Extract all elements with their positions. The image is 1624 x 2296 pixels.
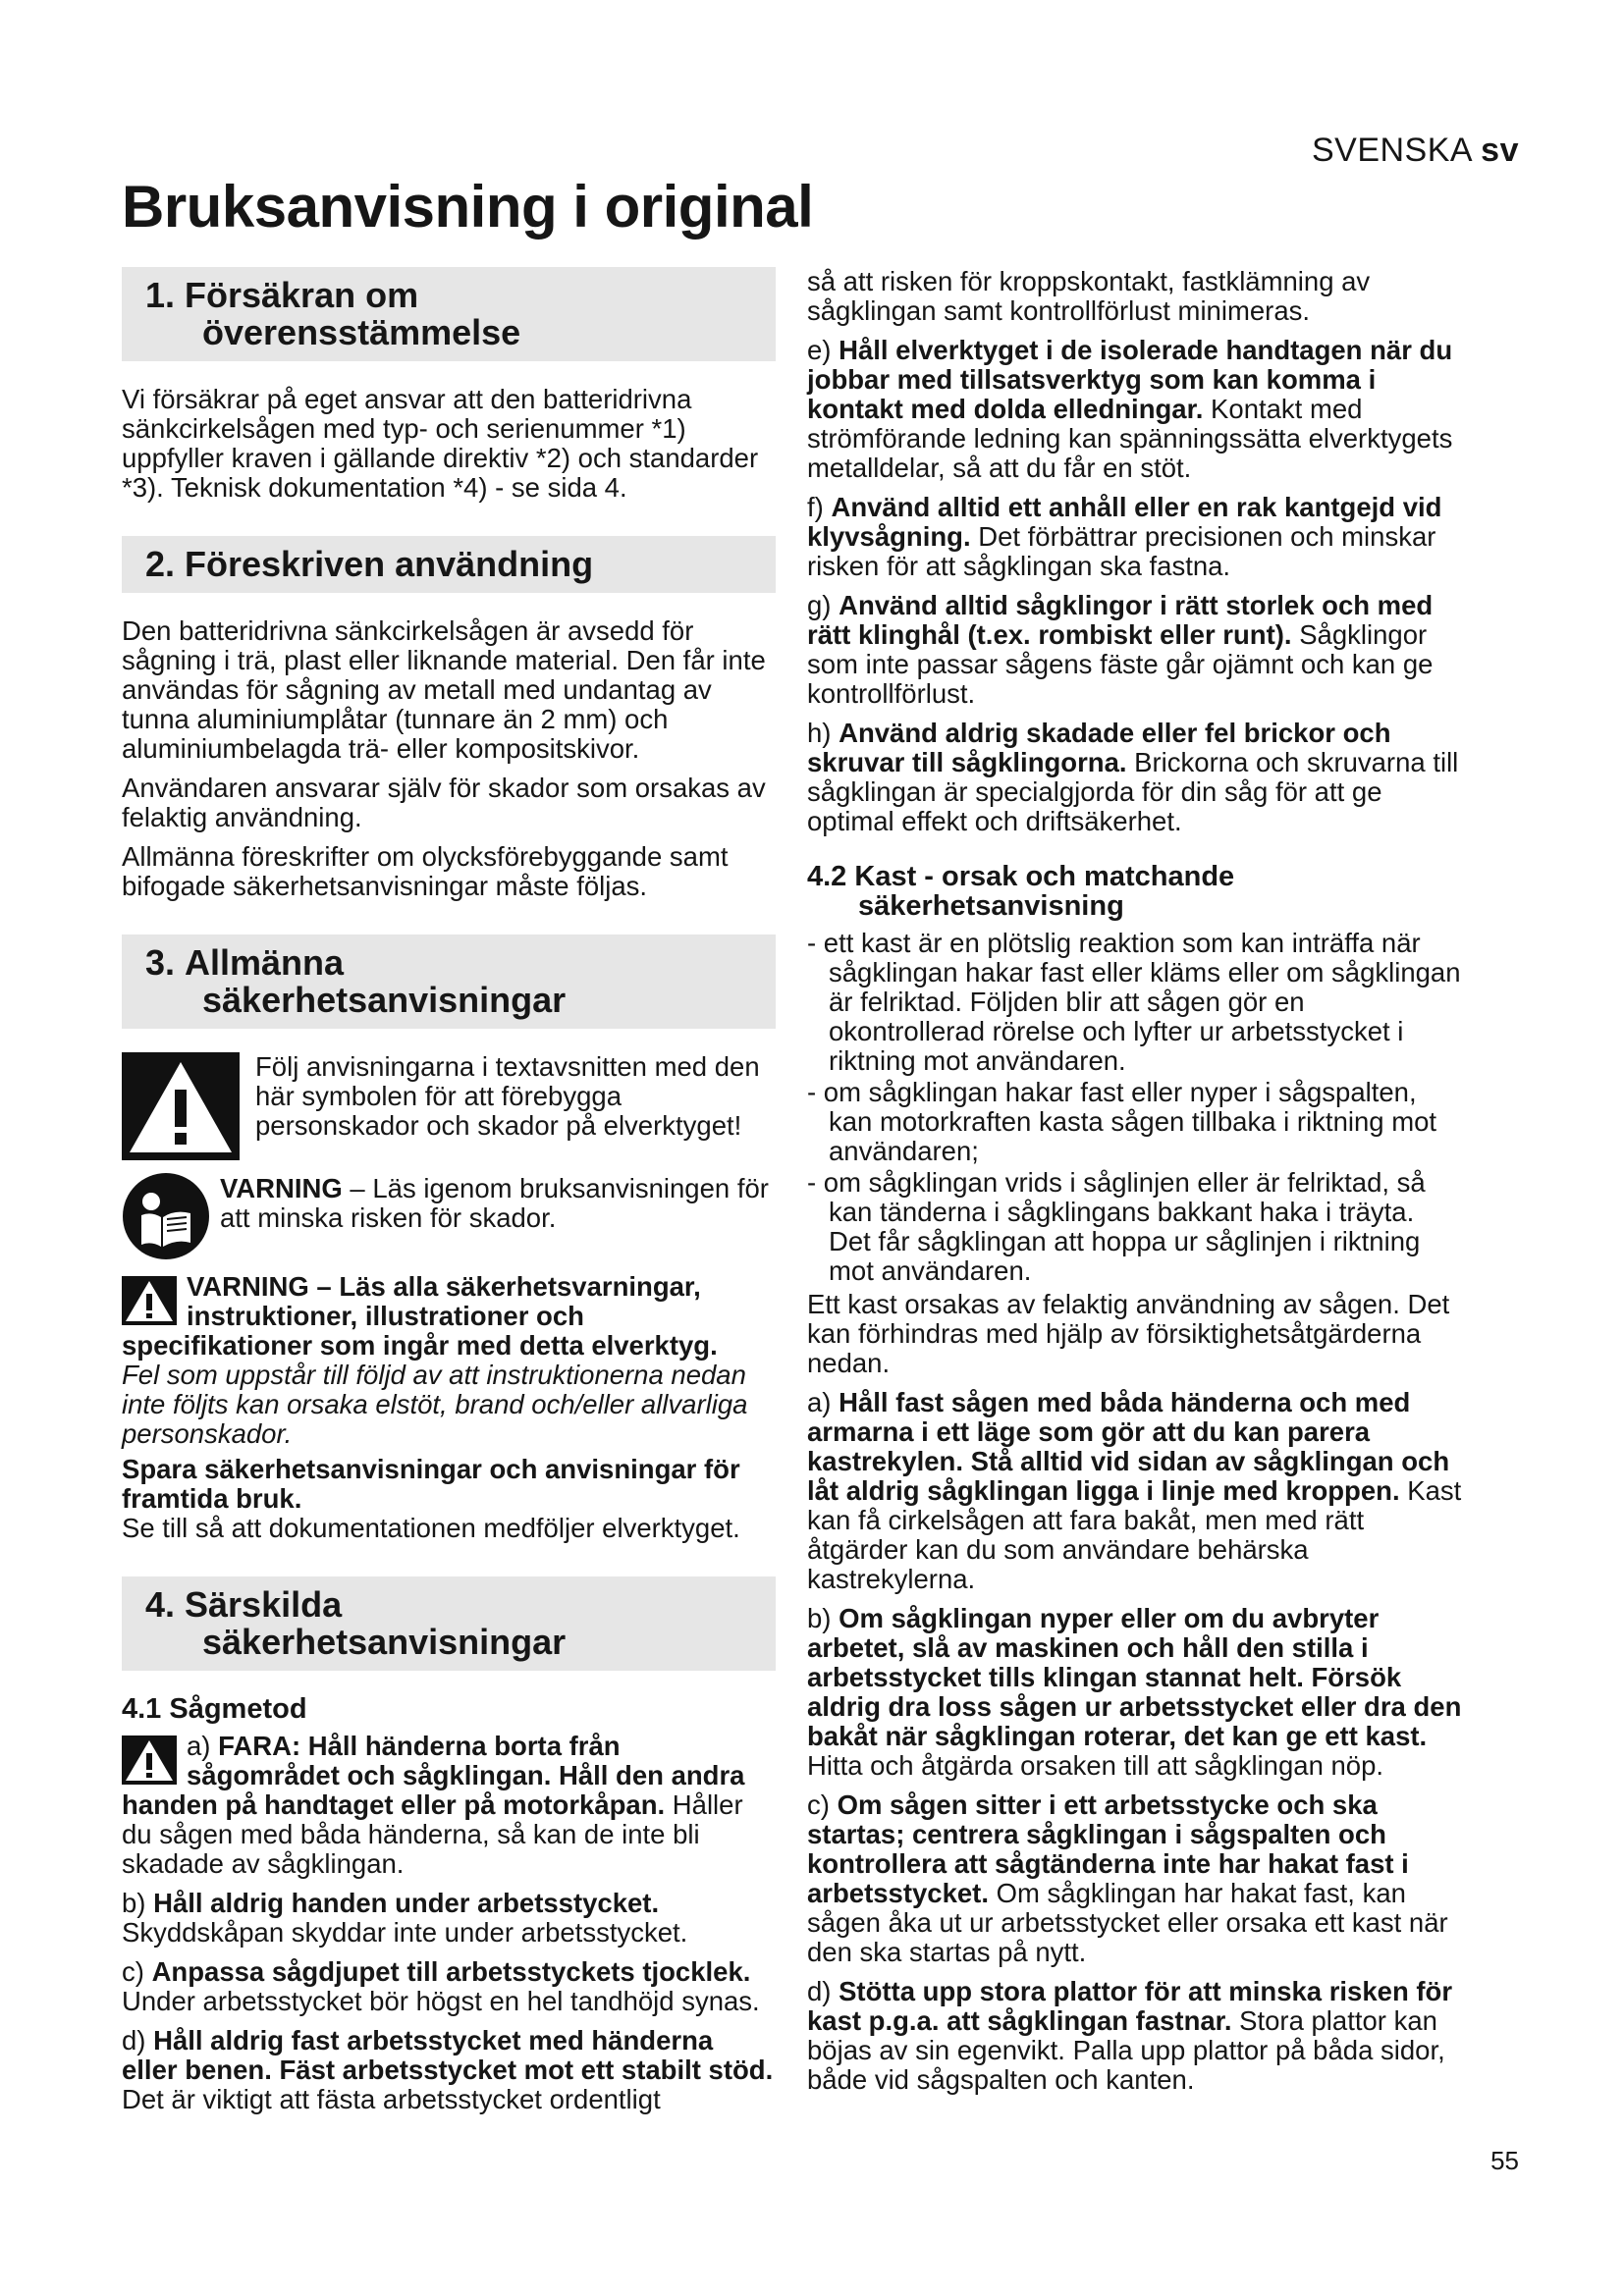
warning-triangle-icon [122,1735,177,1785]
kickback-rule-c [807,1790,1463,1967]
section-title-cont: säkerhetsanvisningar [202,980,567,1020]
kickback-rule-b [807,1604,1463,1781]
rule-bold: Om sågklingan nyper eller om du avbryter arbetet, slå av maskinen och håll den stilla i arbetsstycket tills klingan stannat helt. Försök aldrig dra loss sågen ur arbetsstycket eller dra den bakåt när sågklingan roterar, det kan ge ett kast. [807,1603,1462,1751]
rule-d-continued: så att risken för kroppskontakt, fastklämning av sågklingan samt kontrollförlust minimeras. [807,266,1371,326]
rule-text: Brickorna och skruvarna till sågklingan är specialgjorda för din såg för att ge optimal effekt och driftsäkerhet. [807,747,1459,836]
rule-bold: Håll aldrig handen under arbetsstycket. [153,1888,660,1918]
read-manual-warning [122,1172,776,1260]
rule-prefix: a) [187,1731,219,1761]
symbol-explanation [122,1052,776,1160]
rule-e [807,336,1463,483]
read-manual-text [220,1172,776,1233]
rule-text: Hitta och åtgärda orsaken till att sågklingan nöp. [807,1750,1384,1781]
kickback-intro: Ett kast orsakas av felaktig användning av sågen. Det kan förhindras med hjälp av försiktighetsåtgärderna nedan. [807,1289,1450,1378]
section-title-cont: överensstämmelse [202,312,521,352]
rule-bold: Håll fast sågen med båda händerna och med armarna i ett läge som gör att du kan parera kastrekylen. Stå alltid vid sidan av sågklingan och låt aldrig sågklingan ligga i linje med kroppen. [807,1387,1450,1506]
section-title: Föreskriven användning [185,544,594,584]
rule-prefix: e) [807,335,839,365]
rule-text: Kast kan få cirkelsågen att fara bakåt, men med rätt åtgärder kan du som användare behärska kastrekylerna. [807,1475,1462,1594]
rule-prefix: b) [122,1888,154,1918]
rule-bold: FARA: Håll händerna borta från sågområdet och sågklingan. Håll den andra handen på handtaget eller på motorkåpan. [122,1731,745,1820]
rule-d [122,2026,776,2114]
rule-prefix: h) [807,718,839,748]
rule-bold: Håll elverktyget i de isolerade handtagen när du jobbar med tillsatsverktyg som kan komma i kontakt med dolda elledningar. [807,335,1453,424]
rule-prefix: d) [122,2025,154,2056]
section-title-cont: säkerhetsanvisningar [202,1622,567,1662]
rule-prefix: c) [807,1789,838,1820]
save-instructions [122,1455,776,1543]
subsection-title: 4.2 Kast - orsak och matchande [807,861,1235,892]
subsection-4-2-heading [807,862,1463,921]
rule-text: Under arbetsstycket bör högst en hel tandhöjd synas. [122,1986,760,2016]
symbol-text: Följ anvisningarna i textavsnitten med den här symbolen för att förebygga personskador och skador på elverktyget! [255,1051,760,1141]
rule-bold: Anpassa sågdjupet till arbetsstyckets tjocklek. [151,1956,751,1987]
subsection-title-cont: säkerhetsanvisning [858,890,1124,922]
warning-triangle-icon [122,1276,177,1325]
section-3-heading [122,934,776,1029]
language-name: SVENSKA [1311,132,1472,169]
general-warning-italic: Fel som uppstår till följd av att instruktionerna nedan inte följts kan orsaka elstöt, brand och/eller allvarliga personskador. [122,1360,748,1449]
document-title: Bruksanvisning i original [122,174,814,240]
rule-f [807,493,1463,581]
section-number: 4. [145,1584,176,1625]
rule-c [122,1957,776,2016]
rule-prefix: g) [807,590,839,620]
list-item: - ett kast är en plötslig reaktion som kan inträffa när sågklingan hakar fast eller kläms eller om sågklingan är felriktad. Följden blir att sågen gör en okontrollerad rörelse och lyfter ur arbetsstycket i riktning mot användaren. [807,928,1461,1076]
list-item: - om sågklingan hakar fast eller nyper i sågspalten, kan motorkraften kasta sågen tillbaka i riktning mot användaren; [807,1077,1437,1166]
section-1-heading [122,267,776,361]
rule-text: Skyddskåpan skyddar inte under arbetsstycket. [122,1917,688,1948]
rule-bold: Om sågen sitter i ett arbetsstycke och ska startas; centrera sågklingan i sågspalten och kontrollera att sågtänderna inte har hakat fast i arbetsstycket. [807,1789,1409,1908]
rule-bold: Använd alltid ett anhåll eller en rak kantgejd vid klyvsågning. [807,492,1442,552]
section-2-p1: Den batteridrivna sänkcirkelsågen är avsedd för sågning i trä, plast eller liknande material. Den får inte användas för sågning av metall med undantag av tunna aluminiumplåtar (tunnare än 2 mm) och aluminiumbelagda trä- eller kompositskivor. [122,615,766,764]
rule-text: Håller du sågen med båda händerna, så kan de inte bli skadade av sågklingan. [122,1789,743,1879]
rule-text: Stora plattor kan böjas av sin egenvikt. Palla upp plattor på båda sidor, både vid sågspalten och kanten. [807,2005,1445,2095]
rule-text: Om sågklingan har hakat fast, kan sågen åka ut ur arbetsstycket eller orsaka ett kast när den ska startas på nytt. [807,1878,1448,1967]
rule-text: Det förbättrar precisionen och minskar risken för att sågklingan ska fastna. [807,521,1436,581]
read-manual-icon [122,1172,210,1260]
rule-bold: Använd aldrig skadade eller fel brickor och skruvar till sågklingorna. [807,718,1391,777]
rule-g [807,591,1463,709]
rule-prefix: f) [807,492,832,522]
kickback-causes-list [807,929,1463,1286]
section-4-heading [122,1576,776,1671]
rule-bold: Stötta upp stora plattor för att minska risken för kast p.g.a. att sågklingan fastnar. [807,1976,1453,2036]
rule-prefix: d) [807,1976,839,2006]
general-warning [122,1272,776,1449]
list-item: - om sågklingan vrids i såglinjen eller är felriktad, så kan tänderna i sågklingans bakkant haka i träyta. Det får sågklingan att hoppa ur såglinjen i riktning mot användaren. [807,1167,1426,1286]
rule-prefix: c) [122,1956,152,1987]
section-1-body: Vi försäkrar på eget ansvar att den batteridrivna sänkcirkelsågen med typ- och serienummer *1) uppfyller kraven i gällande direktiv *2) och standarder *3). Teknisk dokumentation *4) - se sida 4. [122,384,759,503]
rule-b [122,1889,776,1948]
general-warning-bold: VARNING – Läs alla säkerhetsvarningar, instruktioner, illustrationer och specifikationer som ingår med detta elverktyg. [122,1271,718,1361]
right-column [807,267,1463,2105]
language-code: sv [1481,132,1519,169]
section-title: Allmänna [185,942,345,983]
save-text: Se till så att dokumentationen medföljer elverktyget. [122,1513,740,1543]
save-bold: Spara säkerhetsanvisningar och anvisningar för framtida bruk. [122,1454,740,1514]
subsection-4-1-heading: 4.1 Sågmetod [122,1693,307,1725]
rule-a [122,1732,776,1879]
kickback-rule-d [807,1977,1463,2095]
rule-text: Sågklingor som inte passar sågens fäste går ojämnt och kan ge kontrollförlust. [807,619,1434,709]
warning-text: – Läs igenom bruksanvisningen för att minska risken för skador. [220,1173,769,1233]
section-2-p3: Allmänna föreskrifter om olycksförebyggande samt bifogade säkerhetsanvisningar måste följas. [122,841,729,901]
section-number: 2. [145,544,176,584]
warning-triangle-icon [122,1052,240,1160]
left-column [122,267,776,2124]
rule-h [807,719,1463,836]
rule-text: Kontakt med strömförande ledning kan spänningssätta elverktygets metalldelar, så att du får en stöt. [807,394,1453,483]
warning-label: VARNING [220,1173,343,1203]
rule-bold: Använd alltid sågklingor i rätt storlek och med rätt klinghål (t.ex. rombiskt eller runt). [807,590,1434,650]
rule-prefix: b) [807,1603,839,1633]
section-number: 1. [145,275,176,315]
section-title: Särskilda [185,1584,343,1625]
page-number: 55 [1490,2146,1519,2175]
section-title: Försäkran om [185,275,419,315]
rule-text: Det är viktigt att fästa arbetsstycket ordentligt [122,2084,661,2114]
rule-bold: Håll aldrig fast arbetsstycket med händerna eller benen. Fäst arbetsstycket mot ett stabilt stöd. [122,2025,774,2085]
section-2-heading [122,536,776,593]
section-2-p2: Användaren ansvarar själv för skador som orsakas av felaktig användning. [122,773,766,832]
kickback-rule-a [807,1388,1463,1594]
language-label [1312,132,1519,170]
section-number: 3. [145,942,176,983]
rule-prefix: a) [807,1387,839,1417]
